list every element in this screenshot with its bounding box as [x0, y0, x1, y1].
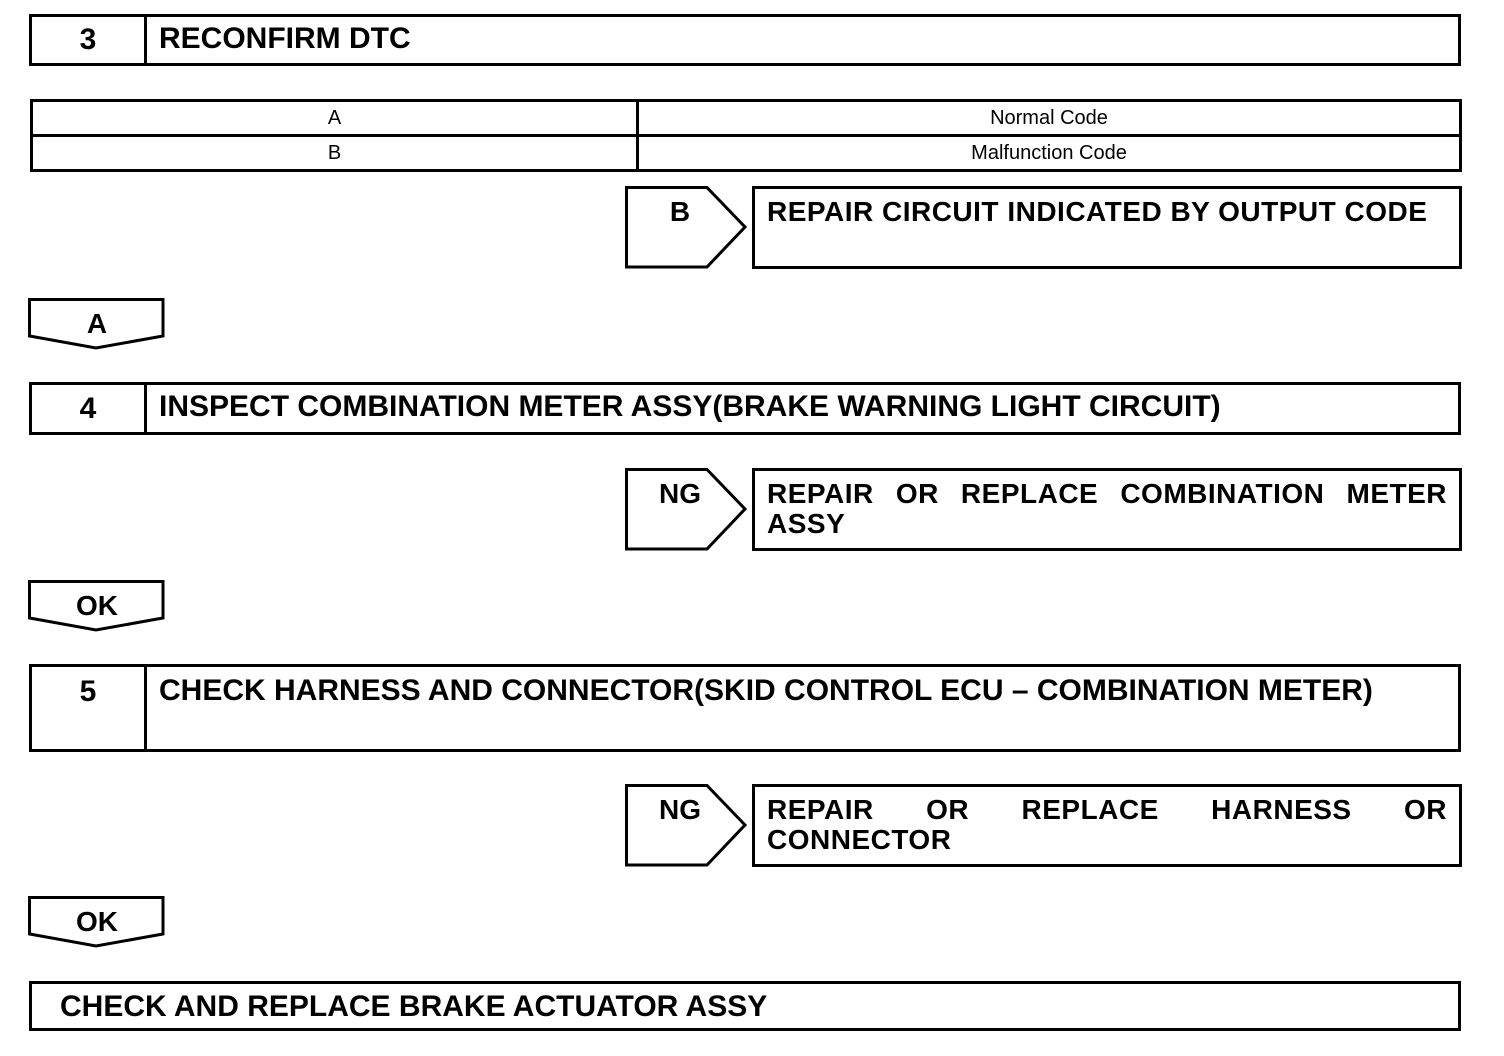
table-row	[32, 101, 1461, 136]
final-action-box: CHECK AND REPLACE BRAKE ACTUATOR ASSY	[29, 981, 1461, 1031]
flow-label: OK	[76, 906, 118, 937]
result-cell: A	[32, 101, 638, 136]
flow-label: A	[86, 308, 108, 339]
step-number: 3	[32, 17, 147, 63]
flow-label: OK	[76, 590, 118, 621]
step-title: CHECK HARNESS AND CONNECTOR(SKID CONTROL ECU – COMBINATION METER)	[159, 674, 1373, 707]
step-3-box	[29, 14, 1461, 66]
condition-cell: Normal Code	[638, 101, 1461, 136]
repair-action-box: REPAIR OR REPLACE HARNESS OR CONNECTOR	[752, 784, 1462, 867]
result-table	[30, 99, 1462, 172]
step-5-box	[29, 664, 1461, 752]
result-cell: B	[32, 136, 638, 171]
step-number: 5	[32, 667, 147, 749]
branch-label: NG	[659, 794, 701, 825]
branch-label: NG	[659, 478, 701, 509]
step-4-box	[29, 382, 1461, 435]
condition-cell: Malfunction Code	[638, 136, 1461, 171]
repair-action-box: REPAIR OR REPLACE COMBINATION METER ASSY	[752, 468, 1462, 551]
step-number: 4	[32, 385, 147, 432]
repair-action-box: REPAIR CIRCUIT INDICATED BY OUTPUT CODE	[752, 186, 1462, 269]
step-title: RECONFIRM DTC	[159, 22, 411, 55]
branch-label: B	[669, 196, 691, 227]
table-row	[32, 136, 1461, 171]
step-title: INSPECT COMBINATION METER ASSY(BRAKE WARNING LIGHT CIRCUIT)	[159, 390, 1221, 423]
